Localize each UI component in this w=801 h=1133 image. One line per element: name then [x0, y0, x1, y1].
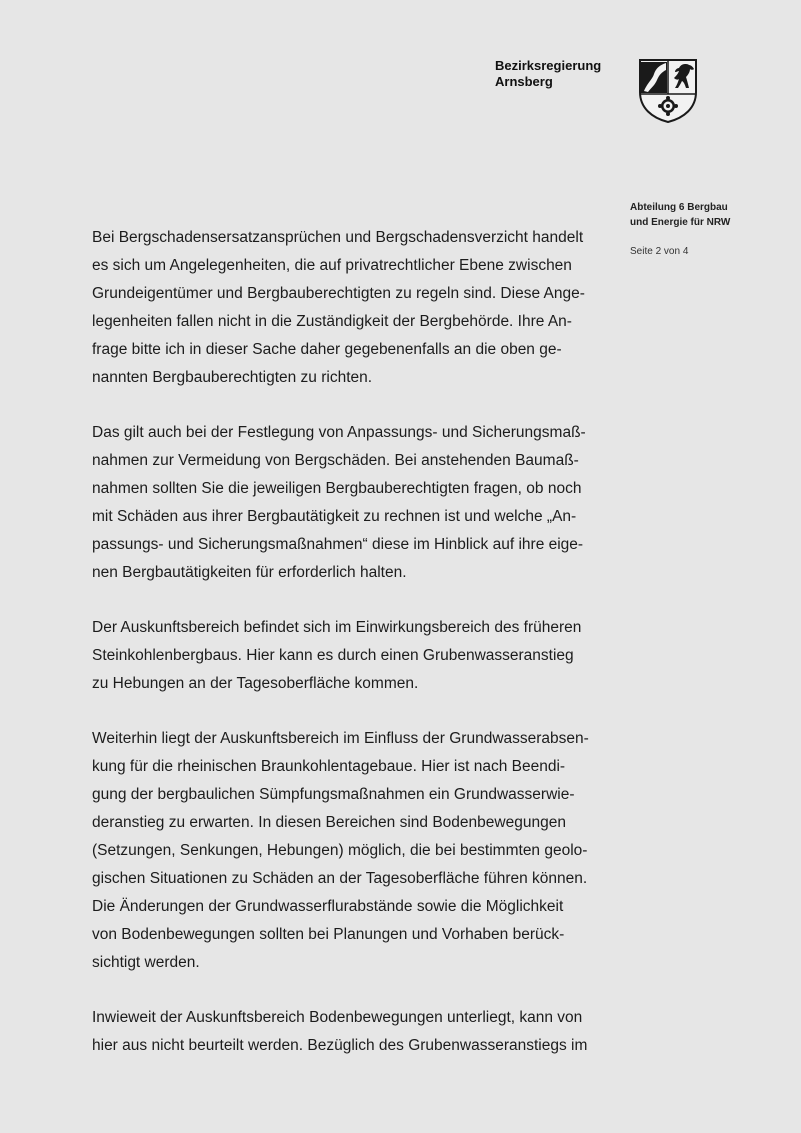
paragraph-line: nahmen zur Vermeidung von Bergschäden. Bei anstehenden Baumaß- — [92, 452, 579, 469]
sidebar-info — [630, 200, 790, 259]
paragraph-line: kung für die rheinischen Braunkohlentagebaue. Hier ist nach Beendi- — [92, 758, 566, 775]
nrw-coat-of-arms-icon — [638, 58, 698, 124]
body-paragraph — [92, 614, 612, 698]
paragraph-line: legenheiten fallen nicht in die Zuständigkeit der Bergbehörde. Ihre An- — [92, 313, 572, 330]
organization-name — [495, 58, 601, 90]
department-name — [630, 200, 790, 230]
department-name-line-2: und Energie für NRW — [630, 217, 731, 228]
paragraph-line: Steinkohlenbergbaus. Hier kann es durch einen Grubenwasseranstieg — [92, 647, 574, 664]
department-name-line-1: Abteilung 6 Bergbau — [630, 202, 728, 213]
paragraph-line: nen Bergbautätigkeiten für erforderlich halten. — [92, 564, 407, 581]
paragraph-line: nahmen sollten Sie die jeweiligen Bergbauberechtigten fragen, ob noch — [92, 480, 582, 497]
body-paragraph — [92, 1004, 612, 1060]
paragraph-line: mit Schäden aus ihrer Bergbautätigkeit zu rechnen ist und welche „An- — [92, 508, 577, 525]
paragraph-line: Die Änderungen der Grundwasserflurabstände sowie die Möglichkeit — [92, 898, 564, 915]
paragraph-line: Inwieweit der Auskunftsbereich Bodenbewegungen unterliegt, kann von — [92, 1009, 583, 1026]
paragraph-line: passungs- und Sicherungsmaßnahmen“ diese im Hinblick auf ihre eige- — [92, 536, 584, 553]
body-paragraph — [92, 725, 612, 977]
paragraph-line: hier aus nicht beurteilt werden. Bezüglich des Grubenwasseranstiegs im — [92, 1037, 588, 1054]
paragraph-line: zu Hebungen an der Tagesoberfläche kommen. — [92, 675, 419, 692]
paragraph-line: nannten Bergbauberechtigten zu richten. — [92, 369, 373, 386]
organization-name-line-2: Arnsberg — [495, 74, 553, 89]
page-number: Seite 2 von 4 — [630, 246, 689, 257]
body-paragraph — [92, 224, 612, 392]
paragraph-line: deranstieg zu erwarten. In diesen Bereichen sind Bodenbewegungen — [92, 814, 566, 831]
paragraph-line: frage bitte ich in dieser Sache daher gegebenenfalls an die oben ge- — [92, 341, 562, 358]
paragraph-line: Grundeigentümer und Bergbauberechtigten zu regeln sind. Diese Ange- — [92, 285, 585, 302]
paragraph-line: es sich um Angelegenheiten, die auf privatrechtlicher Ebene zwischen — [92, 257, 572, 274]
paragraph-line: gung der bergbaulichen Sümpfungsmaßnahmen ein Grundwasserwie- — [92, 786, 575, 803]
paragraph-line: Das gilt auch bei der Festlegung von Anpassungs- und Sicherungsmaß- — [92, 424, 586, 441]
paragraph-line: gischen Situationen zu Schäden an der Tagesoberfläche führen können. — [92, 870, 588, 887]
paragraph-line: Weiterhin liegt der Auskunftsbereich im Einfluss der Grundwasserabsen- — [92, 730, 589, 747]
paragraph-line: Bei Bergschadensersatzansprüchen und Bergschadensverzicht handelt — [92, 229, 584, 246]
paragraph-line: von Bodenbewegungen sollten bei Planungen und Vorhaben berück- — [92, 926, 565, 943]
letter-body — [92, 224, 612, 1087]
paragraph-line: sichtigt werden. — [92, 954, 200, 971]
organization-name-line-1: Bezirksregierung — [495, 58, 602, 73]
paragraph-line: (Setzungen, Senkungen, Hebungen) möglich, die bei bestimmten geolo- — [92, 842, 588, 859]
body-paragraph — [92, 419, 612, 587]
paragraph-line: Der Auskunftsbereich befindet sich im Einwirkungsbereich des früheren — [92, 619, 582, 636]
